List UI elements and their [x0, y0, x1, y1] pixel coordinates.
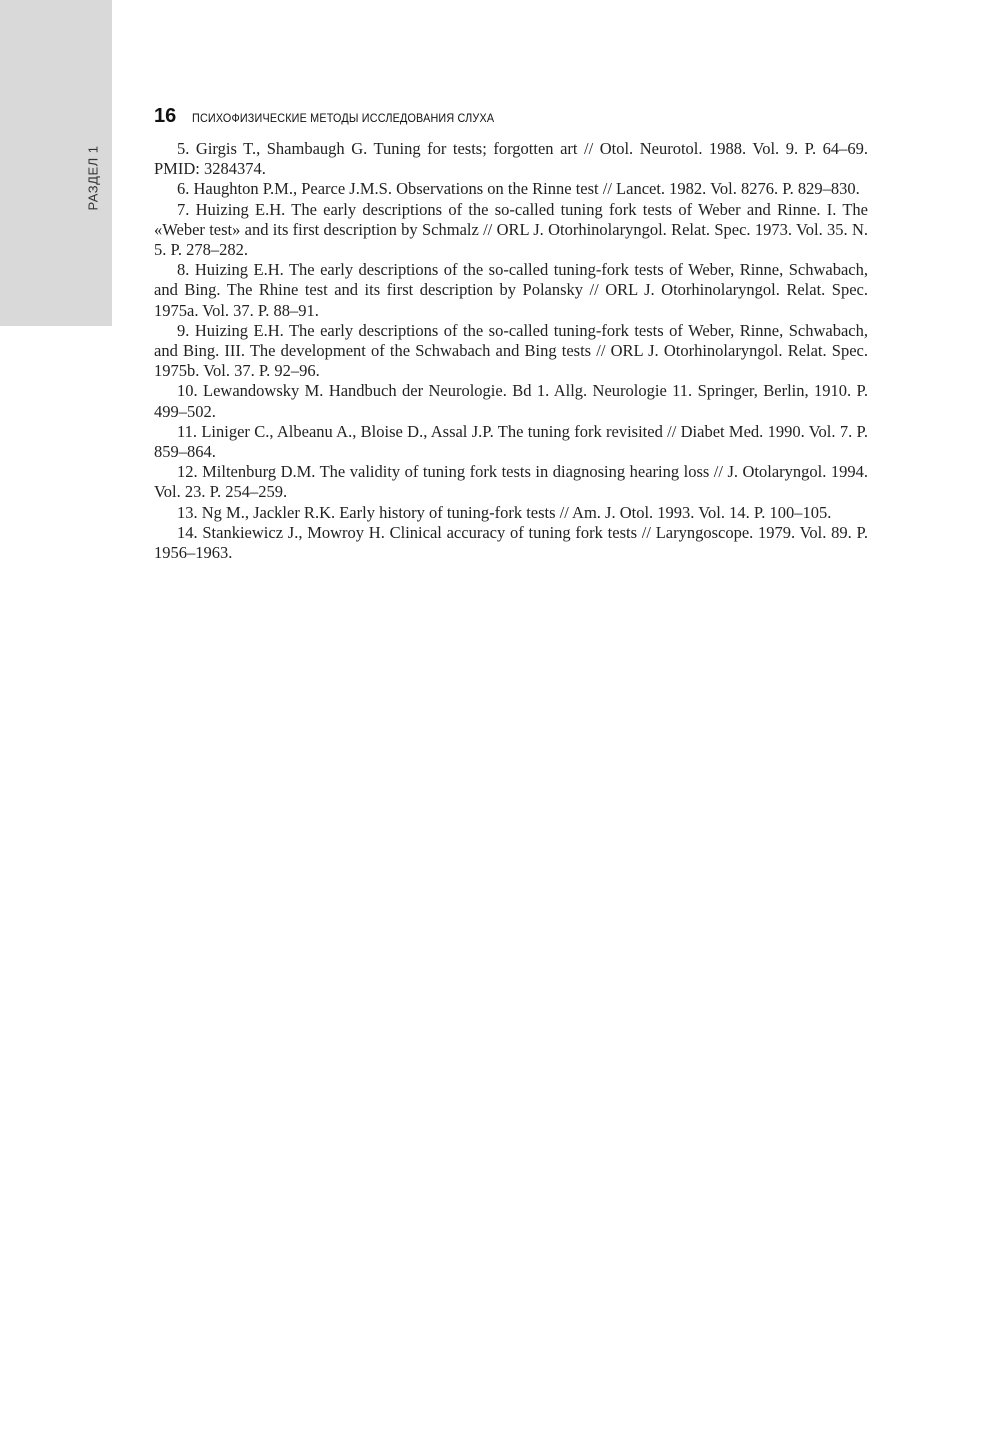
reference-item: 11. Liniger C., Albeanu A., Bloise D., Assal J.P. The tuning fork revisited // Diabet Med. 1990. Vol. 7. P. 859–864. — [154, 421, 868, 462]
page-number: 16 — [154, 105, 177, 127]
running-title: ПСИХОФИЗИЧЕСКИЕ МЕТОДЫ ИССЛЕДОВАНИЯ СЛУХА — [192, 111, 495, 125]
section-side-tab — [0, 0, 112, 326]
section-label: РАЗДЕЛ 1 — [85, 145, 101, 211]
page-header — [154, 105, 528, 128]
reference-item: 13. Ng M., Jackler R.K. Early history of tuning-fork tests // Am. J. Otol. 1993. Vol. 14. P. 100–105. — [177, 502, 832, 522]
reference-list — [154, 139, 868, 563]
reference-item: 7. Huizing E.H. The early descriptions of the so-called tuning fork tests of Weber and Rinne. I. The «Weber test» and its first description by Schmalz // ORL J. Otorhinolaryngol. Relat. Spec. 1973. Vol. 35. N. 5. P. 278–282. — [154, 199, 868, 260]
reference-item: 10. Lewandowsky M. Handbuch der Neurologie. Bd 1. Allg. Neurologie 11. Springer, Berlin, 1910. P. 499–502. — [154, 381, 868, 421]
reference-item: 8. Huizing E.H. The early descriptions of the so-called tuning-fork tests of Weber, Rinne, Schwabach, and Bing. The Rhine test and its first description by Polansky // ORL J. Otorhinolaryngol. Relat. Spec. 1975a. Vol. 37. P. 88–91. — [154, 260, 868, 320]
reference-item: 14. Stankiewicz J., Mowroy H. Clinical accuracy of tuning fork tests // Laryngoscope. 1979. Vol. 89. P. 1956–1963. — [154, 522, 868, 563]
reference-item: 5. Girgis T., Shambaugh G. Tuning for tests; forgotten art // Otol. Neurotol. 1988. Vol. 9. P. 64–69. PMID: 3284374. — [154, 139, 868, 179]
reference-item: 12. Miltenburg D.M. The validity of tuning fork tests in diagnosing hearing loss // J. Otolaryngol. 1994. Vol. 23. P. 254–259. — [154, 462, 868, 502]
reference-item: 6. Haughton P.M., Pearce J.M.S. Observations on the Rinne test // Lancet. 1982. Vol. 8276. P. 829–830. — [177, 179, 860, 199]
reference-item: 9. Huizing E.H. The early descriptions of the so-called tuning-fork tests of Weber, Rinne, Schwabach, and Bing. III. The development of the Schwabach and Bing tests // ORL J. Otorhinolaryngol. Relat. Spec. 1975b. Vol. 37. P. 92–96. — [154, 320, 868, 381]
